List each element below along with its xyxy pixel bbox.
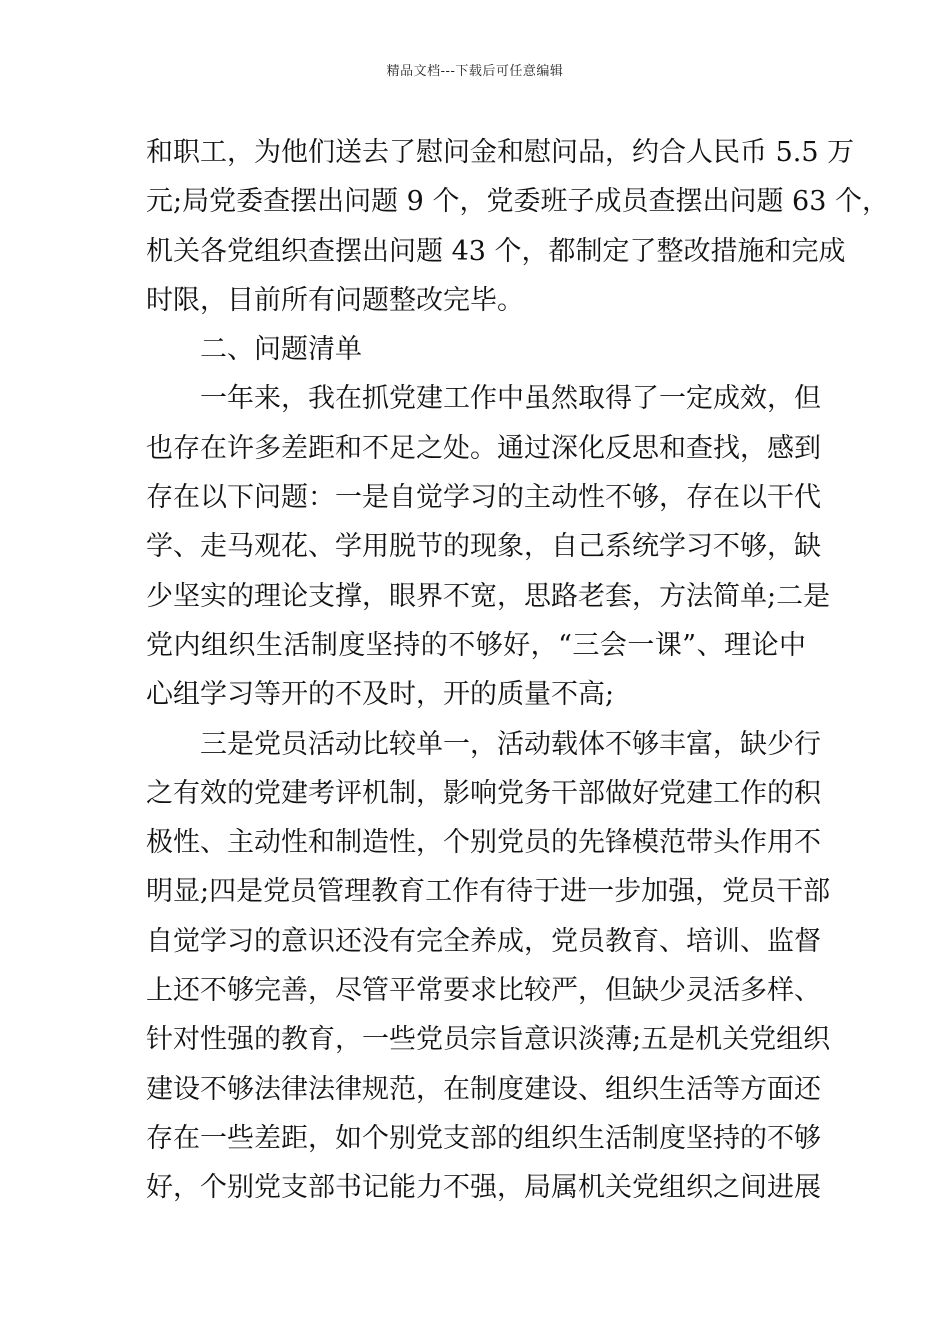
text-line: 也存在许多差距和不足之处。通过深化反思和查找，感到 xyxy=(146,432,821,464)
text-line: 自觉学习的意识还没有完全养成，党员教育、培训、监督 xyxy=(146,925,821,957)
text-line: 机关各党组织查摆出问题 43 个，都制定了整改措施和完成 xyxy=(146,235,846,267)
text-line: 学、走马观花、学用脱节的现象，自己系统学习不够，缺 xyxy=(146,531,821,563)
text-line: 明显;四是党员管理教育工作有待于进一步加强，党员干部 xyxy=(146,876,831,908)
text-line: 一年来，我在抓党建工作中虽然取得了一定成效，但 xyxy=(200,383,821,415)
text-line: 之有效的党建考评机制，影响党务干部做好党建工作的积 xyxy=(146,777,821,809)
text-line: 心组学习等开的不及时，开的质量不高; xyxy=(146,679,615,711)
text-line: 存在一些差距，如个别党支部的组织生活制度坚持的不够 xyxy=(146,1122,821,1154)
text-line: 上还不够完善，尽管平常要求比较严，但缺少灵活多样、 xyxy=(146,975,821,1007)
text-line: 时限，目前所有问题整改完毕。 xyxy=(146,284,524,316)
document-body xyxy=(146,128,889,1213)
page-header: 精品文档---下载后可任意编辑 xyxy=(386,64,564,79)
text-line: 元;局党委查摆出问题 9 个，党委班子成员查摆出问题 63 个， xyxy=(146,186,889,218)
section-heading: 二、问题清单 xyxy=(200,334,362,366)
text-line: 存在以下问题：一是自觉学习的主动性不够，存在以干代 xyxy=(146,482,821,514)
text-line: 极性、主动性和制造性，个别党员的先锋模范带头作用不 xyxy=(146,827,821,859)
text-line: 针对性强的教育，一些党员宗旨意识淡薄;五是机关党组织 xyxy=(146,1024,831,1056)
text-line: 好，个别党支部书记能力不强，局属机关党组织之间进展 xyxy=(146,1172,821,1204)
text-line: 党内组织生活制度坚持的不够好，“三会一课”、理论中 xyxy=(146,629,806,661)
text-line: 建设不够法律法律规范，在制度建设、组织生活等方面还 xyxy=(146,1073,821,1105)
text-line: 三是党员活动比较单一，活动载体不够丰富，缺少行 xyxy=(200,728,821,760)
text-line: 和职工，为他们送去了慰问金和慰问品，约合人民币 5.5 万 xyxy=(146,137,855,168)
text-line: 少坚实的理论支撑，眼界不宽，思路老套，方法简单;二是 xyxy=(146,580,831,612)
